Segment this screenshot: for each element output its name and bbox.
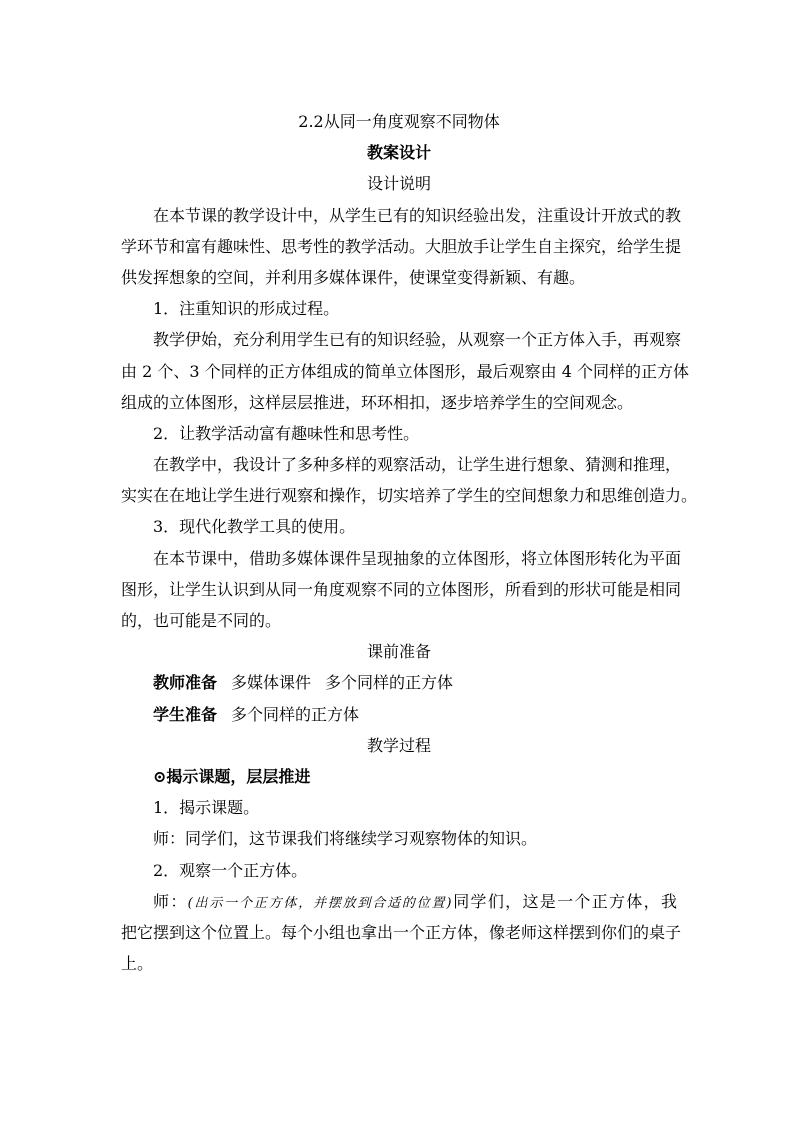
intro-line: 供发挥想象的空间，并利用多媒体课件，使课堂变得新颖、有趣。 xyxy=(121,267,586,287)
step1-title: 1．揭示课题。 xyxy=(153,798,260,818)
student-prep-label: 学生准备 xyxy=(153,704,218,724)
step2-stage-direction: (出示一个正方体，并摆放到合适的位置) xyxy=(187,895,452,911)
process-heading: 教学过程 xyxy=(366,735,431,755)
student-prep-row xyxy=(121,699,677,730)
point3-line: 图形，让学生认识到从同一角度观察不同的立体图形，所看到的形状可能是相同 xyxy=(121,579,682,599)
point1-line: 组成的立体图形，这样层层推进，环环相扣，逐步培养学生的空间观念。 xyxy=(121,392,634,412)
step1-line: 师：同学们，这节课我们将继续学习观察物体的知识。 xyxy=(153,829,538,849)
point2-title: 2．让教学活动富有趣味性和思考性。 xyxy=(153,423,420,443)
point3-title: 3．现代化教学工具的使用。 xyxy=(153,517,356,537)
intro-line: 学环节和富有趣味性、思考性的教学活动。大胆放手让学生自主探究，给学生提 xyxy=(121,236,682,256)
point2-line: 实实在在地让学生进行观察和操作，切实培养了学生的空间想象力和思维创造力。 xyxy=(121,486,698,506)
step2-title: 2．观察一个正方体。 xyxy=(153,860,308,880)
prep-heading: 课前准备 xyxy=(366,642,431,662)
point1-title: 1．注重知识的形成过程。 xyxy=(153,299,340,319)
point3-line: 的，也可能是不同的。 xyxy=(121,611,282,630)
lesson-plan-page xyxy=(121,106,698,979)
student-prep-item: 多个同样的正方体 xyxy=(231,704,360,724)
lesson-title: 2.2从同一角度观察不同物体 xyxy=(298,112,500,131)
step2-line: 上。 xyxy=(121,954,154,974)
intro-line: 在本节课的教学设计中，从学生已有的知识经验出发，注重设计开放式的教 xyxy=(153,205,682,225)
teacher-prep-item: 多个同样的正方体 xyxy=(325,673,454,693)
step2-line-rest: 同学们，这是一个正方体，我 xyxy=(451,891,677,911)
point1-line: 由 2 个、3 个同样的正方体组成的简单立体图形，最后观察由 4 个同样的正方体 xyxy=(121,361,689,381)
point1-line: 教学伊始，充分利用学生已有的知识经验，从观察一个正方体入手，再观察 xyxy=(153,330,682,350)
teacher-prep-label: 教师准备 xyxy=(153,673,218,693)
lesson-subtitle: 教案设计 xyxy=(366,143,431,163)
teacher-prep-row xyxy=(121,667,677,698)
design-note-heading: 设计说明 xyxy=(366,174,431,194)
step2-speaker: 师： xyxy=(153,891,188,911)
teacher-prep-item: 多媒体课件 xyxy=(231,673,312,693)
point3-line: 在本节课中，借助多媒体课件呈现抽象的立体图形，将立体图形转化为平面 xyxy=(153,548,682,568)
step-heading: ⊙揭示课题，层层推进 xyxy=(153,766,311,786)
step2-line: 把它摆到这个位置上。每个小组也拿出一个正方体，像老师这样摆到你们的桌子 xyxy=(121,922,682,942)
step2-line xyxy=(121,886,677,917)
point2-line: 在教学中，我设计了多种多样的观察活动，让学生进行想象、猜测和推理， xyxy=(153,455,682,475)
